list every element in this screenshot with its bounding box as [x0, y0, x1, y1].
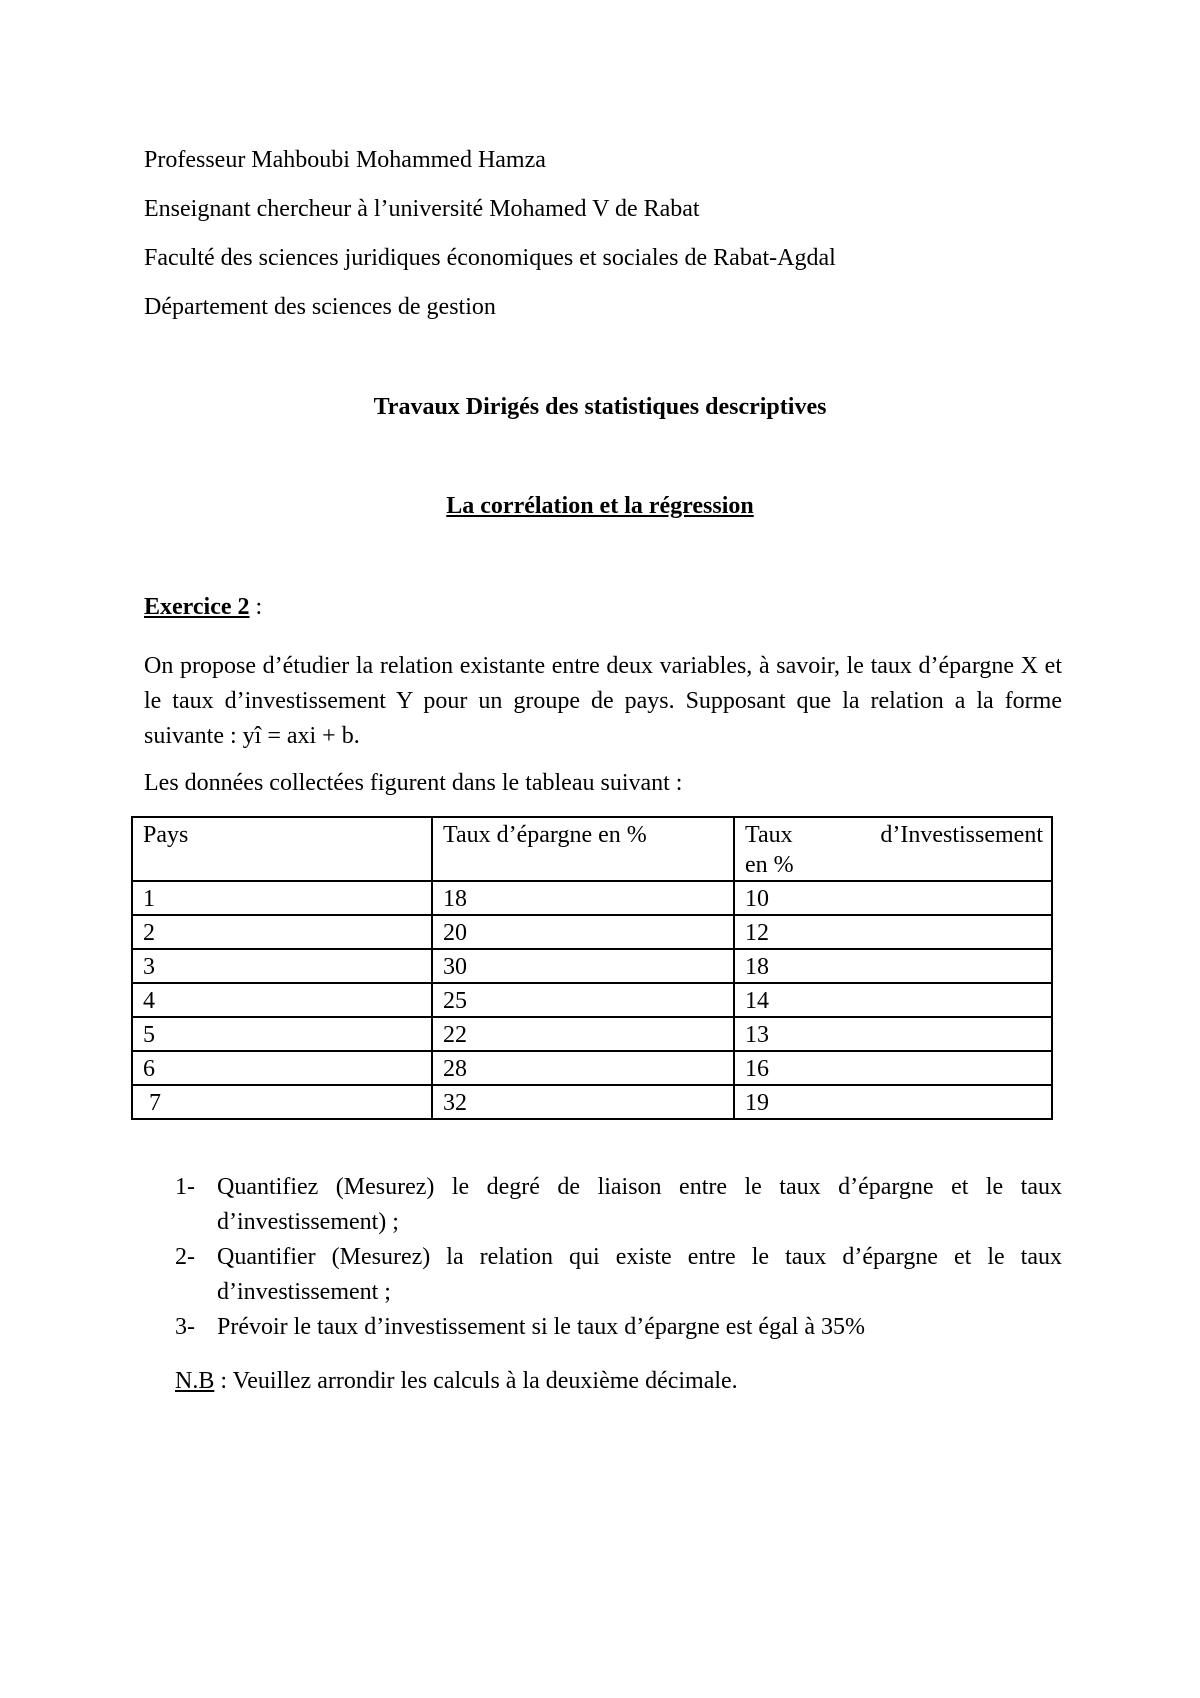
cell-investissement: 14: [734, 983, 1052, 1017]
cell-investissement: 12: [734, 915, 1052, 949]
department-name: Département des sciences de gestion: [144, 294, 496, 320]
questions-list: [175, 1170, 1062, 1345]
question-text: Prévoir le taux d’investissement si le taux d’épargne est égal à 35%: [217, 1314, 866, 1340]
author-name: Professeur Mahboubi Mohammed Hamza: [144, 147, 546, 173]
table-row: [132, 949, 1052, 983]
table-row: [132, 983, 1052, 1017]
header-invest-word2: d’Investissement: [880, 822, 1043, 848]
cell-pays: 6: [132, 1051, 432, 1085]
cell-investissement: 16: [734, 1051, 1052, 1085]
table-row: [132, 1051, 1052, 1085]
header-investissement-line2: en %: [745, 852, 794, 878]
chapter-title: La corrélation et la régression: [446, 493, 754, 519]
tp-title: Travaux Dirigés des statistiques descriptives: [373, 394, 827, 420]
author-position: Enseignant chercheur à l’université Mohamed V de Rabat: [144, 196, 700, 222]
header-epargne: Taux d’épargne en %: [432, 817, 734, 881]
nota-bene-text: : Veuillez arrondir les calculs à la deuxième décimale.: [214, 1368, 738, 1394]
header-invest-word1: Taux: [745, 822, 793, 848]
table-row: [132, 1085, 1052, 1119]
table-header-row: [132, 817, 1052, 881]
question-number: 3-: [175, 1314, 195, 1340]
cell-investissement: 10: [734, 881, 1052, 915]
cell-epargne: 28: [432, 1051, 734, 1085]
cell-pays: 4: [132, 983, 432, 1017]
cell-pays: 5: [132, 1017, 432, 1051]
table-row: [132, 915, 1052, 949]
exercise-intro: On propose d’étudier la relation existante entre deux variables, à savoir, le taux d’épargne X et le taux d’investissement Y pour un groupe de pays. Supposant que la relation a la forme suivante : yî = axi + b.: [144, 653, 1062, 749]
cell-epargne: 18: [432, 881, 734, 915]
exercise-heading: [144, 594, 262, 621]
cell-investissement: 18: [734, 949, 1052, 983]
question-item: [175, 1310, 1062, 1345]
cell-pays: 3: [132, 949, 432, 983]
faculty-name: Faculté des sciences juridiques économiques et sociales de Rabat-Agdal: [144, 245, 836, 271]
question-text: Quantifier (Mesurez) la relation qui existe entre le taux d’épargne et le taux d’investissement ;: [217, 1244, 1062, 1305]
question-number: 1-: [175, 1174, 195, 1200]
nota-bene-label: N.B: [175, 1368, 215, 1394]
exercise-colon: :: [249, 594, 263, 620]
cell-pays: 2: [132, 915, 432, 949]
cell-investissement: 19: [734, 1085, 1052, 1119]
data-table: [131, 816, 1053, 1120]
table-row: [132, 881, 1052, 915]
header-pays: Pays: [132, 817, 432, 881]
table-row: [132, 1017, 1052, 1051]
cell-pays: 7: [132, 1085, 432, 1119]
question-text: Quantifiez (Mesurez) le degré de liaison entre le taux d’épargne et le taux d’investissement) ;: [217, 1174, 1062, 1235]
cell-epargne: 25: [432, 983, 734, 1017]
question-item: [175, 1170, 1062, 1240]
author-header: [144, 145, 836, 341]
cell-epargne: 30: [432, 949, 734, 983]
table-lead-text: Les données collectées figurent dans le tableau suivant :: [144, 770, 683, 796]
cell-epargne: 20: [432, 915, 734, 949]
question-number: 2-: [175, 1244, 195, 1270]
cell-epargne: 32: [432, 1085, 734, 1119]
cell-investissement: 13: [734, 1017, 1052, 1051]
header-investissement: [734, 817, 1052, 881]
exercise-label: Exercice 2: [144, 594, 250, 620]
cell-epargne: 22: [432, 1017, 734, 1051]
header-investissement-line1: [745, 820, 1043, 850]
nota-bene: [175, 1368, 738, 1395]
cell-pays: 1: [132, 881, 432, 915]
question-item: [175, 1240, 1062, 1310]
